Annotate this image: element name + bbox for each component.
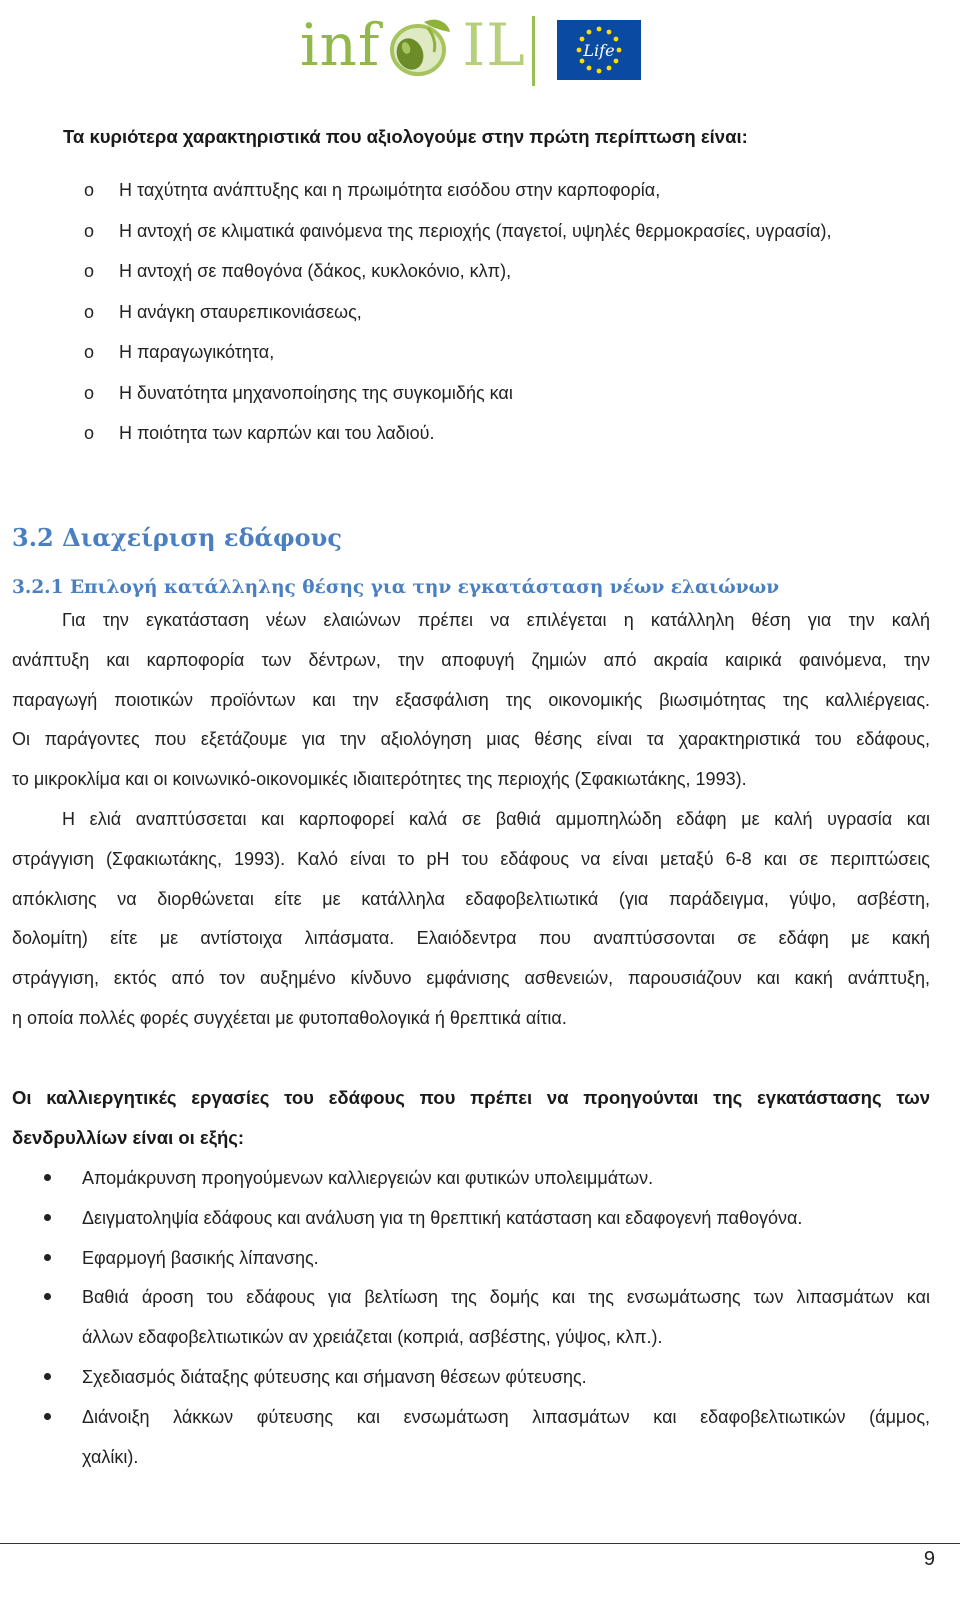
characteristics-list bbox=[0, 176, 960, 460]
list-item: Δειγματοληψία εδάφους και ανάλυση για τη θρεπτική κατάσταση και εδαφογενή παθογόνα. bbox=[0, 1204, 960, 1244]
bullet-dot-icon bbox=[44, 1293, 51, 1300]
page-header bbox=[0, 6, 960, 84]
list-item: o Η παραγωγικότητα, bbox=[0, 338, 960, 379]
section-heading: 3.2 Διαχείριση εδάφους bbox=[12, 523, 342, 552]
life-logo-text: Life bbox=[583, 41, 615, 60]
paragraph-soil-conditions: Η ελιά αναπτύσσεται και καρποφορεί καλά σε βαθιά αμμοπηλώδη εδάφη με καλή υγρασία και στράγγιση (Σφακιωτάκης, 1993). Καλό είναι το pH του εδάφους να είναι μεταξύ 6-8 και σε περιπτώσεις απόκλισης να διορθώνεται είτε με κατάλληλα εδαφοβελτιωτικά (για παράδειγμα, γύψο, ασβέστη, δολομίτη) είτε με αντίστοιχα λιπάσματα. Ελαιόδεντρα που αναπτύσσονται σε εδάφη με κακή στράγγιση, εκτός από τον αυξημένο κίνδυνο εμφάνισης ασθενειών, παρουσιάζουν και κακή ανάπτυξη, η οποία πολλές φορές συγχέεται με φυτοπαθολογικά ή θρεπτικά αίτια. bbox=[12, 809, 930, 1028]
list-item: Σχεδιασμός διάταξης φύτευσης και σήμανση θέσεων φύτευσης. bbox=[0, 1363, 960, 1403]
circle-bullet-icon: o bbox=[84, 261, 95, 281]
eu-life-logo-icon bbox=[557, 20, 641, 80]
list-item: o Η ταχύτητα ανάπτυξης και η πρωιμότητα εισόδου στην καρποφορία, bbox=[0, 176, 960, 217]
list-item: Βαθιά άροση του εδάφους για βελτίωση της δομής και της ενσωμάτωσης των λιπασμάτων και άλλων εδαφοβελτιωτικών αν χρειάζεται (κοπριά, ασβέστης, γύψος, κλπ.). bbox=[0, 1283, 960, 1363]
logo-separator bbox=[532, 16, 535, 86]
circle-bullet-icon: o bbox=[84, 382, 95, 403]
bullet-dot-icon bbox=[44, 1413, 51, 1420]
list-item: o Η δυνατότητα μηχανοποίησης της συγκομιδής και bbox=[0, 379, 960, 420]
list-item: Διάνοιξη λάκκων φύτευσης και ενσωμάτωση λιπασμάτων και εδαφοβελτιωτικών (άμμος, χαλίκι). bbox=[0, 1403, 960, 1483]
list-item: o Η ποιότητα των καρπών και του λαδιού. bbox=[0, 419, 960, 460]
list-item: o Η αντοχή σε κλιματικά φαινόμενα της περιοχής (παγετοί, υψηλές θερμοκρασίες, υγρασία), bbox=[0, 217, 960, 258]
logo-text-inf: inf bbox=[300, 11, 381, 79]
logo-text-il: IL bbox=[462, 11, 526, 79]
soil-operations-list bbox=[0, 1164, 960, 1482]
circle-bullet-icon: o bbox=[84, 180, 95, 200]
bullet-dot-icon bbox=[44, 1254, 51, 1261]
soil-operations-title: Οι καλλιεργητικές εργασίες του εδάφους που πρέπει να προηγούνται της εγκατάστασης των δενδρυλλίων είναι οι εξής: bbox=[12, 1087, 930, 1148]
circle-bullet-icon: o bbox=[84, 301, 95, 322]
intro-title: Τα κυριότερα χαρακτηριστικά που αξιολογούμε στην πρώτη περίπτωση είναι: bbox=[63, 126, 748, 147]
olive-logo-icon bbox=[380, 14, 456, 80]
page-number: 9 bbox=[923, 1548, 935, 1570]
list-item: Απομάκρυνση προηγούμενων καλλιεργειών και φυτικών υπολειμμάτων. bbox=[0, 1164, 960, 1204]
circle-bullet-icon: o bbox=[84, 423, 95, 443]
list-item: o Η αντοχή σε παθογόνα (δάκος, κυκλοκόνιο, κλπ), bbox=[0, 257, 960, 298]
bullet-dot-icon bbox=[44, 1373, 51, 1380]
circle-bullet-icon: o bbox=[84, 220, 95, 241]
list-item: o Η ανάγκη σταυρεπικονιάσεως, bbox=[0, 298, 960, 339]
bullet-dot-icon bbox=[44, 1214, 51, 1221]
bullet-dot-icon bbox=[44, 1174, 51, 1181]
paragraph-site-selection: Για την εγκατάσταση νέων ελαιώνων πρέπει να επιλέγεται η κατάλληλη θέση για την καλή ανάπτυξη και καρποφορία των δέντρων, την αποφυγή ζημιών από ακραία καιρικά φαινόμενα, την παραγωγή ποιοτικών προϊόντων και την εξασφάλιση της οικονομικής βιωσιμότητας της καλλιέργειας. Οι παράγοντες που εξετάζουμε για την αξιολόγηση μιας θέσης είναι τα χαρακτηριστικά του εδάφους, το μικροκλίμα και οι κοινωνικό-οικονομικές ιδιαιτερότητες της περιοχής (Σφακιωτάκης, 1993). bbox=[12, 610, 930, 790]
footer-rule bbox=[0, 1543, 960, 1544]
circle-bullet-icon: o bbox=[84, 342, 95, 362]
list-item: Εφαρμογή βασικής λίπανσης. bbox=[0, 1244, 960, 1284]
subsection-heading: 3.2.1 Επιλογή κατάλληλης θέσης για την εγκατάσταση νέων ελαιώνων bbox=[12, 577, 780, 598]
